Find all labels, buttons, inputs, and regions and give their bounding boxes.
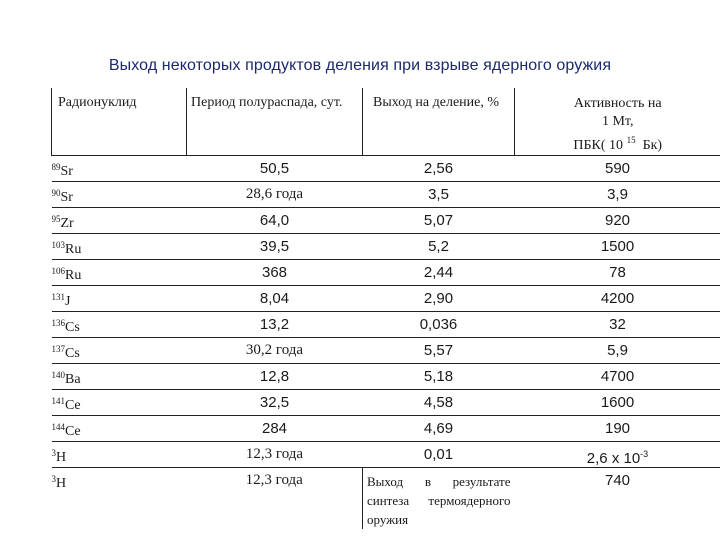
nuclide-cell: $^{103}$Ru — [52, 234, 187, 260]
header-half-life: Период полураспада, сут. — [187, 88, 363, 156]
nuclide-cell: $^{140}$Ba — [52, 364, 187, 390]
nuclide-cell: $^{141}$Ce — [52, 390, 187, 416]
half-life-cell: 12,3 года — [187, 442, 363, 468]
nuclide-cell: $^{89}$Sr — [52, 156, 187, 182]
table-row — [52, 208, 720, 234]
half-life-cell: 12,3 года — [245, 472, 303, 488]
yield-cell: 2,56 — [363, 156, 515, 182]
yield-cell: 2,90 — [363, 286, 515, 312]
half-life-cell: 13,2 — [187, 312, 363, 338]
yield-cell: 2,44 — [363, 260, 515, 286]
table-row — [52, 364, 720, 390]
activity-cell: 190 — [515, 416, 720, 442]
activity-cell: 590 — [515, 156, 720, 182]
yield-cell: 5,18 — [363, 364, 515, 390]
table-row-tritium-fusion — [52, 468, 720, 530]
header-activity-unit-b: Бк) — [642, 138, 663, 153]
nuclide-cell: $^{131}$J — [52, 286, 187, 312]
half-life-cell: 39,5 — [187, 234, 363, 260]
half-life-cell: 64,0 — [187, 208, 363, 234]
activity-cell: 1500 — [515, 234, 720, 260]
yield-cell: 5,2 — [363, 234, 515, 260]
nuclide-cell: $^{137}$Cs — [52, 338, 187, 364]
activity-cell: 3,9 — [515, 182, 720, 208]
half-life-cell: 28,6 года — [187, 182, 363, 208]
fission-products-table — [51, 88, 720, 529]
activity-cell: 2,6 х $10^{-3}$ — [515, 442, 720, 468]
yield-cell: 0,01 — [363, 442, 515, 468]
nuclide-cell: $^3$H — [51, 474, 67, 491]
activity-cell: 740 — [604, 472, 631, 489]
activity-cell: 5,9 — [515, 338, 720, 364]
yield-note-cell: Выход в результате синтеза термоядерного оружия — [363, 468, 515, 530]
header-activity-unit-a: ПБК( 10 — [573, 138, 624, 153]
activity-cell: 1600 — [515, 390, 720, 416]
header-activity — [515, 88, 720, 156]
half-life-cell: 12,8 — [187, 364, 363, 390]
nuclide-cell: $^{90}$Sr — [52, 182, 187, 208]
yield-cell: 4,58 — [363, 390, 515, 416]
activity-cell: 4700 — [515, 364, 720, 390]
yield-cell: 5,57 — [363, 338, 515, 364]
yield-cell: 5,07 — [363, 208, 515, 234]
nuclide-cell: $^{136}$Cs — [52, 312, 187, 338]
table-row — [52, 156, 720, 182]
nuclide-cell: $^{95}$Zr — [52, 208, 187, 234]
nuclide-cell: $^{106}$Ru — [52, 260, 187, 286]
table-header-row — [52, 88, 720, 156]
activity-cell: 920 — [515, 208, 720, 234]
page-title: Выход некоторых продуктов деления при взрыве ядерного оружия — [108, 57, 612, 74]
half-life-cell: 32,5 — [187, 390, 363, 416]
yield-cell: 4,69 — [363, 416, 515, 442]
yield-cell: 0,036 — [363, 312, 515, 338]
nuclide-cell: $^3$H — [52, 442, 187, 468]
header-activity-line2: 1 Мт, — [601, 114, 634, 129]
table-row — [52, 338, 720, 364]
half-life-cell: 30,2 года — [187, 338, 363, 364]
table-row — [52, 312, 720, 338]
activity-cell: 78 — [515, 260, 720, 286]
half-life-cell: 368 — [187, 260, 363, 286]
half-life-cell: 284 — [187, 416, 363, 442]
header-yield: Выход на деление, % — [363, 88, 515, 156]
table-row — [52, 390, 720, 416]
nuclide-cell: $^{144}$Ce — [52, 416, 187, 442]
header-nuclide: Радионуклид — [52, 88, 187, 156]
table-row — [52, 286, 720, 312]
table-row — [52, 182, 720, 208]
activity-cell: 32 — [515, 312, 720, 338]
header-activity-exponent: 15 — [626, 135, 636, 145]
header-activity-line1: Активность на — [573, 96, 662, 111]
header-activity-line3 — [515, 131, 720, 155]
table-row — [52, 416, 720, 442]
yield-cell: 3,5 — [363, 182, 515, 208]
table-row — [52, 234, 720, 260]
table-row — [52, 442, 720, 468]
activity-cell: 4200 — [515, 286, 720, 312]
half-life-cell: 8,04 — [187, 286, 363, 312]
table-row — [52, 260, 720, 286]
half-life-cell: 50,5 — [187, 156, 363, 182]
